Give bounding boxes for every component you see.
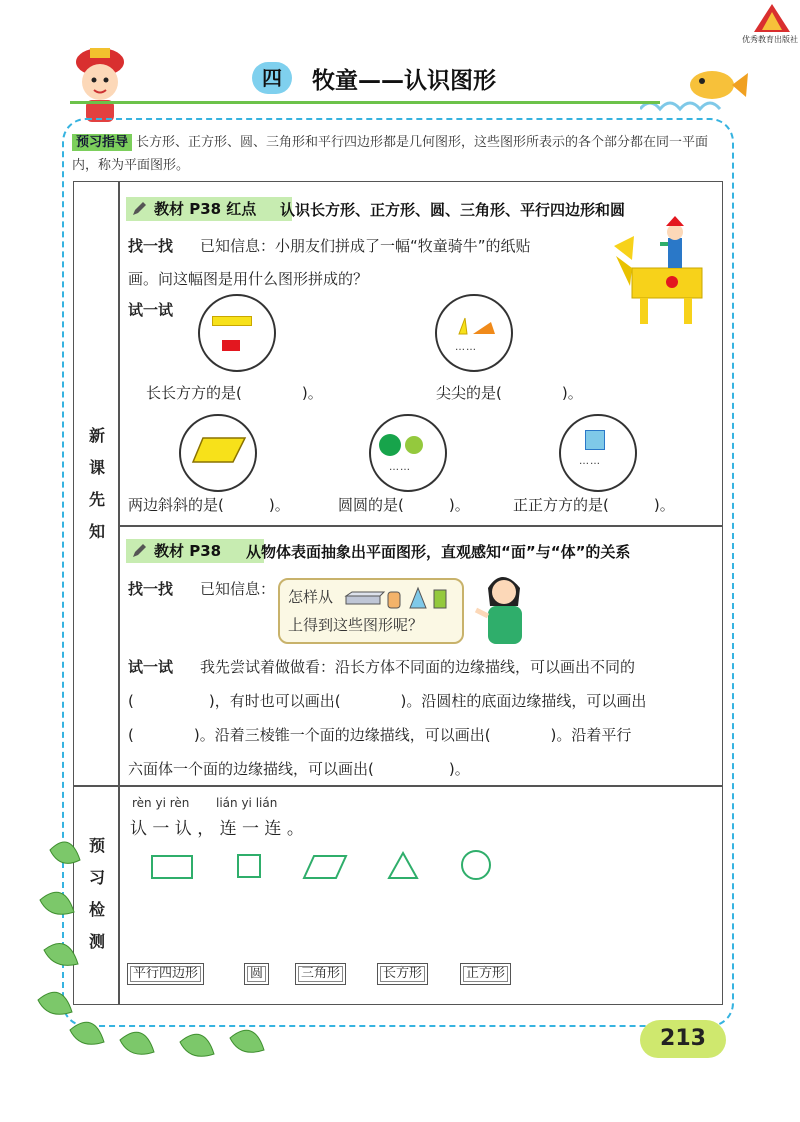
table-divider-section [73,785,723,787]
pencil-icon [130,542,148,560]
pencil-icon [130,200,148,218]
page-number: 213 [640,1020,726,1058]
pinyin-2: lián yi lián [216,796,278,810]
wave-decoration [640,95,730,115]
teacher-illustration [474,566,534,646]
triangles-icon [451,316,497,336]
dots: …… [389,462,411,473]
solid-shapes-icon [344,586,454,610]
bubble-line-2: 上得到这些图形呢？ [288,616,424,634]
side-char: 习 [88,868,105,887]
green-circle [379,434,401,456]
preview-guide-text: 长方形、正方形、圆、三角形和平行四边形都是几何图形，这些图形所表示的各个部分都在同一平面内，称为平面图形。 [72,135,709,173]
parallelogram-shape [304,856,346,878]
try-label-2: 试一试 [128,658,174,676]
choice-rectangle[interactable]: 长方形 [377,963,428,985]
shape-circle-square [559,414,637,492]
block1-tag [126,197,292,221]
side-char: 新 [88,426,105,445]
table-divider-block [118,525,722,527]
side-char: 先 [88,490,105,509]
red-rectangle [222,340,240,351]
q3-text: 两边斜斜的是( )。 [128,496,290,514]
try2-line2: ( )，有时也可以画出( )。沿圆柱的底面边缘描线，可以画出 [128,692,647,710]
lime-circle [405,436,423,454]
speech-bubble [278,578,464,644]
brand-logo-text: 优秀教育出版社 [742,35,798,44]
yellow-rectangle [212,316,252,326]
side-char: 课 [88,458,105,477]
choice-triangle[interactable]: 三角形 [295,963,346,985]
unit-number: 四 [252,62,292,94]
dots: …… [579,456,601,467]
bubble-line-1: 怎样从 [288,588,334,606]
choice-circle[interactable]: 圆 [244,963,269,985]
blue-square [585,430,605,450]
block2-title: 从物体表面抽象出平面图形，直观感知“面”与“体”的关系 [246,543,631,561]
side-char: 检 [88,900,105,919]
find-label-1: 找一找 [128,237,174,255]
find-text-2: 已知信息： [200,580,276,598]
block2-tag-text: 教材 P38 [154,542,222,560]
side-char: 测 [88,932,105,951]
q2-text: 尖尖的是( )。 [436,384,583,402]
try-label-1: 试一试 [128,301,174,319]
block1-title: 认识长方形、正方形、圆、三角形、平行四边形和圆 [280,201,626,219]
leaves-decoration [30,820,300,1080]
q5-text: 正正方方的是( )。 [513,496,675,514]
choice-square[interactable]: 正方形 [460,963,511,985]
triangle-shape [389,853,417,878]
block1-tag-text: 教材 P38 红点 [154,200,257,218]
find-text-1b: 画。问这幅图是用什么图形拼成的？ [128,270,369,288]
preview-guide-tag: 预习指导 [72,134,132,151]
try2-line1: 我先尝试着做做看：沿长方体不同面的边缘描线，可以画出不同的 [200,658,636,676]
side-char: 知 [88,522,105,541]
q1-text: 长长方方的是( )。 [146,384,323,402]
cartoon-boy-illustration [60,40,140,126]
choice-parallelogram[interactable]: 平行四边形 [127,963,204,985]
q4-text: 圆圆的是( )。 [338,496,470,514]
cowherd-riding-ox-illustration [612,216,718,328]
shape-circle-parallelogram [179,414,257,492]
side-char: 预 [88,836,105,855]
parallelogram-icon [191,436,247,466]
circle-shape [462,851,490,879]
shape-circle-triangle [435,294,513,372]
find-label-2: 找一找 [128,580,174,598]
find-text-1a: 已知信息：小朋友们拼成了一幅“牧童骑牛”的纸贴 [200,237,531,255]
header-divider [70,101,660,104]
try2-line3: ( )。沿着三棱锥一个面的边缘描线，可以画出( )。沿着平行 [128,726,632,744]
brand-logo [752,2,792,38]
dots: …… [455,342,477,353]
try2-line4: 六面体一个面的边缘描线，可以画出( )。 [128,760,470,778]
block2-tag [126,539,264,563]
pinyin-1: rèn yi rèn [132,796,190,810]
side-label-new [85,420,109,548]
preview-guide [72,131,722,177]
check-instruction: 认 一 认 ， 连 一 连 。 [130,819,304,839]
unit-title: 牧童——认识图形 [312,68,496,94]
shape-circle-rect [198,294,276,372]
shape-circle-circle [369,414,447,492]
